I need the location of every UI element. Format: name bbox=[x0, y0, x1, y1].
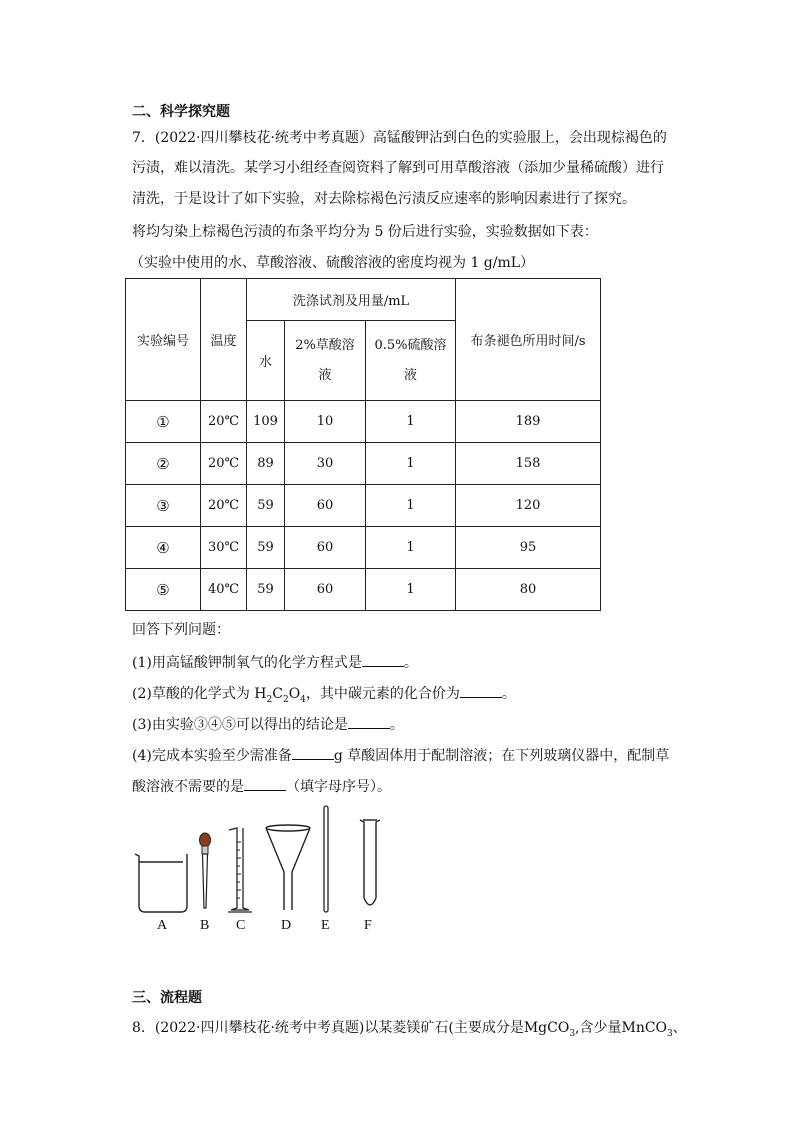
cell-oxalic: 60 bbox=[285, 569, 366, 611]
label-C: C bbox=[236, 918, 246, 933]
subquestion-4-line-2 bbox=[132, 776, 391, 797]
cell-sulfuric: 1 bbox=[366, 443, 456, 485]
q7-line-4: 将均匀染上棕褐色污渍的布条平均分为 5 份后进行实验，实验数据如下表： bbox=[132, 224, 598, 240]
q8-subscript-1: 3 bbox=[569, 1028, 576, 1039]
subquestion-2-text-a: (2)草酸的化学式为 H bbox=[132, 686, 267, 702]
label-D: D bbox=[281, 918, 292, 933]
section-title-flowchart: 三、流程题 bbox=[132, 990, 202, 1006]
q7-line-3: 清洗，于是设计了如下实验，对去除棕褐色污渍反应速率的影响因素进行了探究。 bbox=[132, 191, 636, 207]
header-oxalic-line2: 液 bbox=[318, 367, 332, 383]
section-title-science-inquiry: 二、科学探究题 bbox=[132, 104, 230, 120]
cell-oxalic: 30 bbox=[285, 443, 366, 485]
cell-time: 80 bbox=[456, 569, 601, 611]
header-sulfuric-line2: 液 bbox=[403, 367, 417, 383]
cell-water: 59 bbox=[247, 569, 285, 611]
cell-temp: 20℃ bbox=[201, 401, 247, 443]
experiment-table bbox=[125, 278, 601, 611]
subquestion-4-line-1 bbox=[132, 745, 669, 766]
cell-sulfuric: 1 bbox=[366, 527, 456, 569]
cell-id: ② bbox=[126, 443, 201, 485]
answer-blank-1[interactable] bbox=[362, 652, 404, 667]
answer-blank-3[interactable] bbox=[348, 714, 390, 729]
header-reagent-group: 洗涤试剂及用量/mL bbox=[247, 279, 456, 321]
table-row bbox=[126, 485, 601, 527]
cell-water: 109 bbox=[247, 401, 285, 443]
cell-oxalic: 10 bbox=[285, 401, 366, 443]
subquestion-4-text-c: 酸溶液不需要的是 bbox=[132, 779, 244, 795]
header-fade-time: 布条褪色所用时间/s bbox=[456, 279, 601, 401]
cell-time: 189 bbox=[456, 401, 601, 443]
funnel-icon bbox=[266, 825, 310, 910]
answer-blank-4a[interactable] bbox=[292, 745, 334, 760]
q8-text-e: 、 bbox=[672, 1020, 687, 1036]
label-F: F bbox=[364, 918, 372, 933]
header-oxalic bbox=[285, 321, 366, 401]
cell-id: ⑤ bbox=[126, 569, 201, 611]
cell-temp: 30℃ bbox=[201, 527, 247, 569]
sub2-subscript-c: 2 bbox=[282, 694, 289, 705]
subquestion-1-end: 。 bbox=[403, 655, 418, 671]
header-oxalic-line1: 2%草酸溶 bbox=[295, 337, 355, 353]
subquestion-2-text-g: ，其中碳元素的化合价为 bbox=[305, 686, 460, 702]
header-temperature: 温度 bbox=[201, 279, 247, 401]
header-water: 水 bbox=[247, 321, 285, 401]
answer-intro: 回答下列问题： bbox=[132, 622, 230, 638]
subquestion-2-text-c: C bbox=[272, 686, 283, 702]
dropper-icon bbox=[200, 833, 211, 908]
cell-time: 95 bbox=[456, 527, 601, 569]
cell-oxalic: 60 bbox=[285, 485, 366, 527]
q7-line-5: （实验中使用的水、草酸溶液、硫酸溶液的密度均视为 1 g/mL） bbox=[130, 255, 535, 271]
glassware-illustration bbox=[125, 800, 405, 916]
header-sulfuric bbox=[366, 321, 456, 401]
cell-temp: 20℃ bbox=[201, 443, 247, 485]
beaker-icon bbox=[135, 854, 187, 912]
q8-text-a: 8．(2022·四川攀枝花·统考中考真题)以某菱镁矿石(主要成分是MgCO bbox=[132, 1020, 570, 1036]
sub2-subscript-o: 4 bbox=[300, 694, 306, 705]
subquestion-4-text-b: g 草酸固体用于配制溶液；在下列玻璃仪器中，配制草 bbox=[333, 748, 670, 764]
subquestion-3 bbox=[132, 714, 404, 735]
cell-sulfuric: 1 bbox=[366, 485, 456, 527]
glass-rod-icon bbox=[324, 806, 328, 912]
q8-line-1 bbox=[132, 1018, 687, 1044]
graduated-cylinder-icon bbox=[228, 828, 252, 912]
label-B: B bbox=[200, 918, 210, 933]
q7-line-2: 污渍，难以清洗。某学习小组经查阅资料了解到可用草酸溶液（添加少量稀硫酸）进行 bbox=[132, 160, 664, 176]
answer-blank-4b[interactable] bbox=[244, 776, 286, 791]
subquestion-1 bbox=[132, 652, 418, 673]
cell-id: ① bbox=[126, 401, 201, 443]
answer-blank-2[interactable] bbox=[460, 683, 502, 698]
table-row bbox=[126, 401, 601, 443]
table-row bbox=[126, 569, 601, 611]
label-A: A bbox=[157, 918, 168, 933]
subquestion-2-end: 。 bbox=[501, 686, 516, 702]
subquestion-4-text-d: （填字母序号）。 bbox=[286, 779, 391, 795]
cell-time: 120 bbox=[456, 485, 601, 527]
table-row bbox=[126, 527, 601, 569]
subquestion-1-text: (1)用高锰酸钾制氧气的化学方程式是 bbox=[132, 655, 362, 671]
test-tube-icon bbox=[360, 820, 380, 905]
cell-id: ④ bbox=[126, 527, 201, 569]
q8-text-c: ,含少量MnCO bbox=[575, 1020, 668, 1036]
q8-subscript-2: 3 bbox=[667, 1028, 673, 1039]
cell-id: ③ bbox=[126, 485, 201, 527]
subquestion-2 bbox=[132, 683, 516, 710]
header-experiment-id: 实验编号 bbox=[126, 279, 201, 401]
subquestion-4-text-a: (4)完成本实验至少需准备 bbox=[132, 748, 292, 764]
cell-oxalic: 60 bbox=[285, 527, 366, 569]
cell-temp: 20℃ bbox=[201, 485, 247, 527]
subquestion-3-end: 。 bbox=[389, 717, 404, 733]
cell-water: 59 bbox=[247, 485, 285, 527]
sub2-subscript-h: 2 bbox=[266, 694, 273, 705]
label-E: E bbox=[321, 918, 330, 933]
q7-line-1: 7．(2022·四川攀枝花·统考中考真题）高锰酸钾沾到白色的实验服上，会出现棕褐色的 bbox=[132, 130, 667, 146]
cell-sulfuric: 1 bbox=[366, 401, 456, 443]
cell-water: 59 bbox=[247, 527, 285, 569]
table-row bbox=[126, 443, 601, 485]
cell-temp: 40℃ bbox=[201, 569, 247, 611]
header-sulfuric-line1: 0.5%硫酸溶 bbox=[374, 337, 447, 353]
subquestion-2-text-e: O bbox=[288, 686, 301, 702]
cell-water: 89 bbox=[247, 443, 285, 485]
cell-sulfuric: 1 bbox=[366, 569, 456, 611]
subquestion-3-text: (3)由实验③④⑤可以得出的结论是 bbox=[132, 717, 348, 733]
cell-time: 158 bbox=[456, 443, 601, 485]
